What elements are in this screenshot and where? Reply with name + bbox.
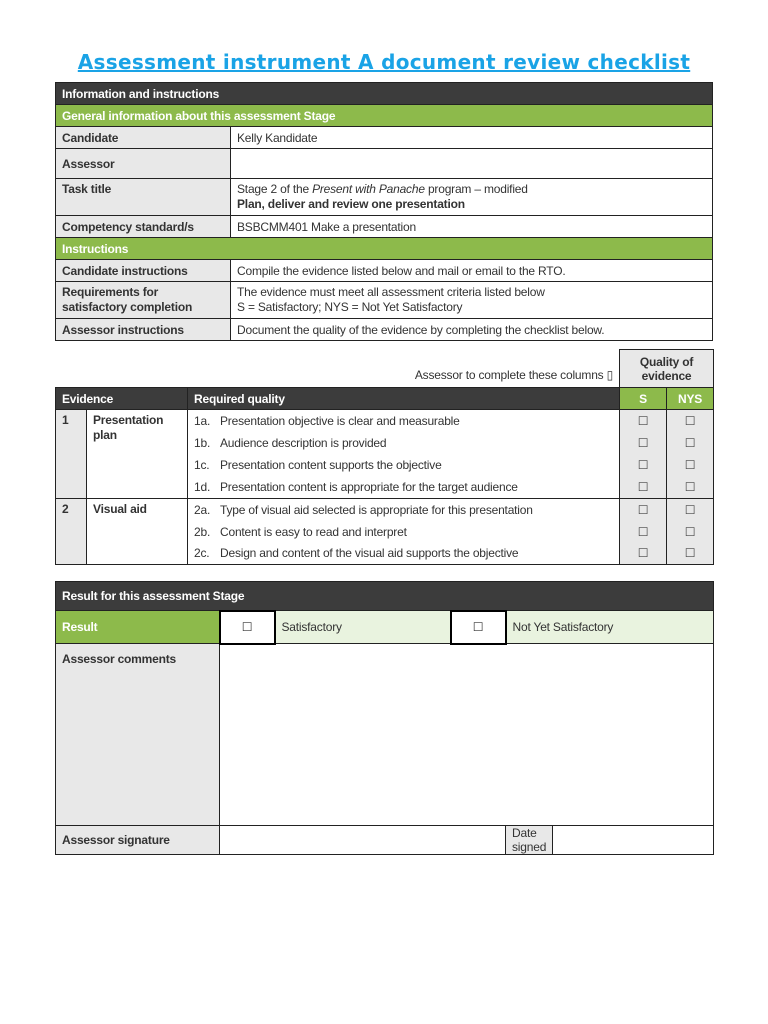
s-checkbox[interactable]: ☐	[620, 476, 667, 499]
s-checkbox[interactable]: ☐	[620, 499, 667, 521]
assessor-value[interactable]	[231, 149, 713, 179]
assessor-note: Assessor to complete these columns ▯	[56, 350, 620, 388]
result-header: Result for this assessment Stage	[56, 582, 714, 611]
evidence-checklist	[55, 349, 714, 565]
quality-item	[188, 432, 620, 454]
item-code: 2b.	[194, 524, 211, 539]
item-text: Type of visual aid selected is appropriate for this presentation	[220, 502, 533, 517]
instructions-header: Instructions	[56, 238, 713, 260]
evidence-number: 2	[56, 499, 87, 565]
assessor-signature-field[interactable]	[220, 826, 506, 855]
candidate-instructions-label: Candidate instructions	[56, 260, 231, 282]
competency-label: Competency standard/s	[56, 216, 231, 238]
requirements-value	[231, 282, 713, 319]
assessor-comments-field[interactable]	[220, 644, 714, 826]
task-line1-post: program – modified	[424, 182, 528, 196]
result-label: Result	[56, 611, 220, 644]
item-code: 2c.	[194, 546, 210, 561]
item-text: Presentation objective is clear and measurable	[220, 413, 460, 428]
evidence-number: 1	[56, 410, 87, 499]
result-table	[55, 581, 714, 855]
quality-item	[188, 543, 620, 565]
nys-checkbox[interactable]: ☐	[667, 432, 714, 454]
info-header: Information and instructions	[56, 83, 713, 105]
quality-item	[188, 454, 620, 476]
quality-item	[188, 521, 620, 543]
candidate-label: Candidate	[56, 127, 231, 149]
info-table	[55, 82, 713, 341]
nys-checkbox[interactable]: ☐	[667, 521, 714, 543]
task-program-name: Present with Panache	[312, 182, 425, 196]
item-text: Design and content of the visual aid supports the objective	[220, 546, 519, 561]
requirements-label: Requirements for satisfactory completion	[56, 282, 231, 319]
task-line1-pre: Stage 2 of the	[237, 182, 313, 196]
date-signed-label: Date signed	[506, 826, 553, 855]
competency-value[interactable]: BSBCMM401 Make a presentation	[231, 216, 713, 238]
item-code: 1d.	[194, 479, 211, 494]
not-yet-satisfactory-label: Not Yet Satisfactory	[506, 611, 714, 644]
item-text: Presentation content is appropriate for the target audience	[220, 479, 518, 494]
satisfactory-label: Satisfactory	[275, 611, 451, 644]
s-checkbox[interactable]: ☐	[620, 543, 667, 565]
quality-item	[188, 499, 620, 521]
candidate-instructions-value: Compile the evidence listed below and mail or email to the RTO.	[231, 260, 713, 282]
item-code: 1b.	[194, 435, 211, 450]
assessor-instructions-value: Document the quality of the evidence by completing the checklist below.	[231, 319, 713, 341]
date-signed-field[interactable]	[553, 826, 714, 855]
page-title: Assessment instrument A document review checklist	[77, 50, 691, 74]
item-code: 1c.	[194, 457, 210, 472]
assessor-comments-label: Assessor comments	[56, 644, 220, 826]
nys-checkbox[interactable]: ☐	[667, 499, 714, 521]
not-yet-satisfactory-checkbox[interactable]: ☐	[451, 611, 506, 644]
s-col-header: S	[620, 388, 667, 410]
item-text: Presentation content supports the objective	[220, 457, 442, 472]
quality-item	[188, 410, 620, 432]
item-code: 1a.	[194, 413, 211, 428]
nys-checkbox[interactable]: ☐	[667, 543, 714, 565]
s-checkbox[interactable]: ☐	[620, 432, 667, 454]
quality-item	[188, 476, 620, 499]
assessor-label: Assessor	[56, 149, 231, 179]
nys-checkbox[interactable]: ☐	[667, 410, 714, 432]
item-code: 2a.	[194, 502, 211, 517]
item-text: Audience description is provided	[220, 435, 387, 450]
evidence-name: Presentation plan	[87, 410, 188, 499]
task-line2: Plan, deliver and review one presentation	[237, 197, 465, 211]
nys-checkbox[interactable]: ☐	[667, 476, 714, 499]
general-info-header: General information about this assessment Stage	[56, 105, 713, 127]
task-title-value[interactable]	[231, 179, 713, 216]
candidate-value[interactable]: Kelly Kandidate	[231, 127, 713, 149]
satisfactory-checkbox[interactable]: ☐	[220, 611, 275, 644]
nys-checkbox[interactable]: ☐	[667, 454, 714, 476]
evidence-col-header: Evidence	[56, 388, 188, 410]
requirements-line1: The evidence must meet all assessment criteria listed below	[237, 285, 545, 299]
assessor-signature-label: Assessor signature	[56, 826, 220, 855]
item-text: Content is easy to read and interpret	[220, 524, 407, 539]
s-checkbox[interactable]: ☐	[620, 454, 667, 476]
task-title-label: Task title	[56, 179, 231, 216]
s-checkbox[interactable]: ☐	[620, 521, 667, 543]
evidence-name: Visual aid	[87, 499, 188, 565]
s-checkbox[interactable]: ☐	[620, 410, 667, 432]
nys-col-header: NYS	[667, 388, 714, 410]
quality-header: Quality of evidence	[620, 350, 714, 388]
requirements-line2: S = Satisfactory; NYS = Not Yet Satisfactory	[237, 300, 463, 314]
assessor-instructions-label: Assessor instructions	[56, 319, 231, 341]
required-quality-col-header: Required quality	[188, 388, 620, 410]
